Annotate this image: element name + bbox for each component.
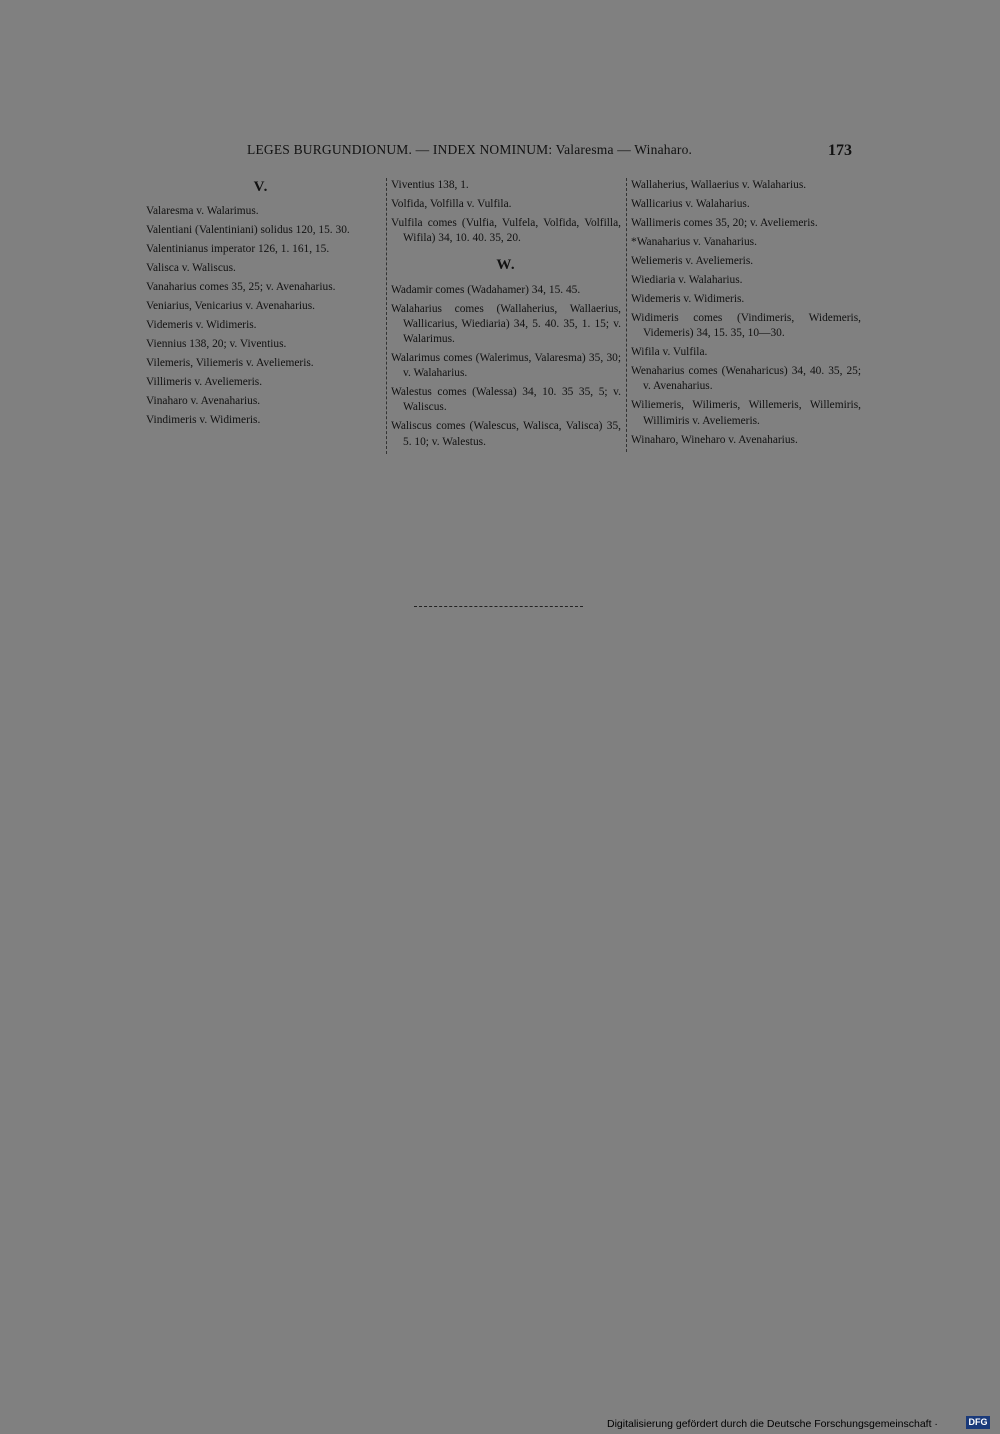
index-entry: Videmeris v. Widimeris. bbox=[146, 319, 257, 332]
index-entry: Vindimeris v. Widimeris. bbox=[146, 414, 261, 427]
index-entry: Wenaharius comes (Wenaharicus) 34, 40. 35, 25; v. Avenaharius. bbox=[631, 365, 861, 393]
index-entry: *Wanaharius v. Vanaharius. bbox=[631, 236, 757, 248]
index-column-1 bbox=[146, 178, 376, 432]
index-entry: Volfida, Volfilla v. Vulfila. bbox=[391, 198, 512, 210]
index-entry: Vilemeris, Viliemeris v. Aveliemeris. bbox=[146, 357, 314, 370]
index-entry: Widemeris v. Widimeris. bbox=[631, 293, 745, 305]
index-entry: Wallimeris comes 35, 20; v. Aveliemeris. bbox=[631, 217, 818, 229]
index-entry: Veniarius, Venicarius v. Avenaharius. bbox=[146, 300, 316, 313]
index-entry: Wallaherius, Wallaerius v. Walaharius. bbox=[631, 179, 807, 191]
index-entry: Wallicarius v. Walaharius. bbox=[631, 198, 750, 210]
index-entry: Walaharius comes (Wallaherius, Wallaerius, Wallicarius, Wiediaria) 34, 5. 40. 35, 1. 15; v. Walarimus. bbox=[391, 302, 621, 346]
index-entry: Waliscus comes (Walescus, Walisca, Valisca) 35, 5. 10; v. Walestus. bbox=[391, 420, 621, 448]
index-entry: Vulfila comes (Vulfia, Vulfela, Volfida, Volfilla, Wifila) 34, 10. 40. 35, 20. bbox=[391, 217, 621, 245]
index-entry: Wadamir comes (Wadahamer) 34, 15. 45. bbox=[391, 283, 581, 296]
index-entry: Widimeris comes (Vindimeris, Widemeris, Videmeris) 34, 15. 35, 10—30. bbox=[631, 312, 861, 340]
index-entry: Walarimus comes (Walerimus, Valaresma) 35, 30; v. Walaharius. bbox=[391, 352, 621, 380]
index-entry: Villimeris v. Aveliemeris. bbox=[146, 376, 263, 389]
page-number: 173 bbox=[828, 142, 852, 159]
index-entry: Viventius 138, 1. bbox=[391, 179, 469, 191]
index-entry: Vanaharius comes 35, 25; v. Avenaharius. bbox=[146, 281, 336, 294]
index-entry: Valentinianus imperator 126, 1. 161, 15. bbox=[146, 243, 330, 256]
running-head: LEGES BURGUNDIONUM. — INDEX NOMINUM: Valaresma — Winaharo. bbox=[247, 142, 693, 157]
index-entry: Viennius 138, 20; v. Viventius. bbox=[146, 338, 287, 351]
section-end-rule bbox=[414, 606, 583, 607]
index-entry: Valaresma v. Walarimus. bbox=[146, 205, 259, 218]
index-column-2 bbox=[386, 178, 621, 454]
index-entry: Vinaharo v. Avenaharius. bbox=[146, 395, 261, 408]
index-entry: Wiediaria v. Walaharius. bbox=[631, 274, 743, 286]
dfg-logo: DFG bbox=[966, 1416, 990, 1429]
index-entry: Walestus comes (Walessa) 34, 10. 35 35, 5; v. Waliscus. bbox=[391, 386, 621, 414]
index-entry: Valentiani (Valentiniani) solidus 120, 15. 30. bbox=[146, 224, 350, 237]
index-entry: Wiliemeris, Wilimeris, Willemeris, Willemiris, Willimiris v. Aveliemeris. bbox=[631, 399, 861, 427]
index-entry: Weliemeris v. Aveliemeris. bbox=[631, 255, 754, 267]
index-column-3 bbox=[626, 178, 861, 452]
index-entry: Wifila v. Vulfila. bbox=[631, 346, 708, 359]
letter-heading-v: V. bbox=[253, 179, 269, 195]
index-entry: Winaharo, Wineharo v. Avenaharius. bbox=[631, 433, 798, 446]
index-entry: Valisca v. Waliscus. bbox=[146, 262, 236, 275]
dfg-footer-text: Digitalisierung gefördert durch die Deutsche Forschungsgemeinschaft · bbox=[607, 1418, 938, 1430]
letter-heading-w: W. bbox=[496, 257, 516, 274]
